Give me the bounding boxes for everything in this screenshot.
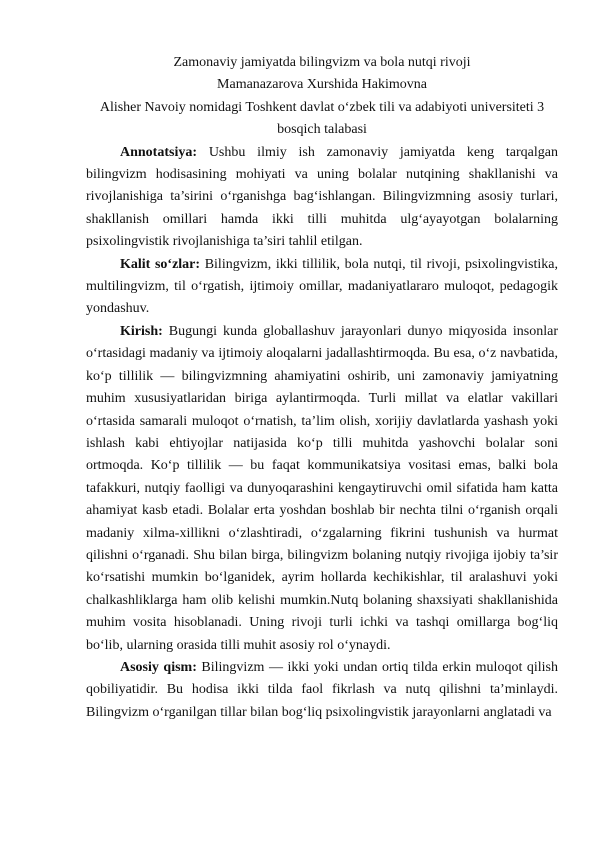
abstract-text: Ushbu ilmiy ish zamonaviy jamiyatda keng tarqalgan bilingvizm hodisasining mohiyati va uning bolalar nutqining shakllanishi va rivojlanishiga ta’sirini o‘rganishga bag‘ishlangan. Bilingvizmning asosiy turlari, shakllanish omillari hamda ikki tilli muhitda ulg‘ayayotgan bolalarning psixolingvistik rivojlanishiga ta’siri tahlil etilgan.: [86, 144, 558, 250]
intro-paragraph: [86, 321, 558, 657]
document-page: [86, 52, 558, 724]
intro-text: Bugungi kunda globallashuv jarayonlari dunyo miqyosida insonlar o‘rtasidagi madaniy va ijtimoiy aloqalarni jadallashtirmoqda. Bu esa, o‘z navbatida, ko‘p tillilik — bilingvizmning ahamiyatini oshirib, uni zamonaviy jamiyatning muhim xususiyatlaridan biriga aylantirmoqda. Turli millat va elatlar vakillari o‘rtasida samarali muloqot o‘rnatish, ta’lim olish, xorijiy davlatlarda yashash yoki ishlash kabi ehtiyojlar natijasida ko‘p tilli muhitda yashovchi bolalar soni ortmoqda. Ko‘p tillilik — bu faqat kommunikatsiya vositasi emas, balki bola tafakkuri, nutqiy faolligi va dunyoqarashini kengaytiruvchi omil sifatida ham katta ahamiyat kasb etadi. Bolalar erta yoshdan boshlab bir nechta tilni o‘rganish orqali madaniy xilma-xillikni o‘zlashtiradi, o‘zgalarning fikrini tushunish va hurmat qilishni o‘rganadi. Shu bilan birga, bilingvizm bolaning nutqiy rivojiga ijobiy ta’sir ko‘rsatishi mumkin bo‘lganidek, ayrim hollarda kechikishlar, til aralashuvi yoki chalkashliklarga ham olib kelishi mumkin.Nutq bolaning shaxsiyati shakllanishida muhim vosita hisoblanadi. Uning rivoji turli ichki va tashqi omillarga bog‘liq bo‘lib, ularning orasida tilli muhit asosiy rol o‘ynaydi.: [86, 323, 558, 653]
main-paragraph: [86, 657, 558, 724]
paper-title: Zamonaviy jamiyatda bilingvizm va bola nutqi rivoji: [173, 55, 471, 70]
author-affiliation: [86, 97, 558, 142]
affiliation-line-2: bosqich talabasi: [277, 122, 367, 138]
affiliation-line-1: Alisher Navoiy nomidagi Toshkent davlat o‘zbek tili va adabiyoti universiteti 3: [99, 99, 545, 115]
keywords-paragraph: [86, 254, 558, 321]
keywords-label: Kalit so‘zlar:: [120, 256, 201, 272]
paper-body: [86, 142, 558, 725]
main-label: Asosiy qism:: [120, 659, 197, 675]
author-name: Mamanazarova Xurshida Hakimovna: [217, 77, 427, 93]
intro-label: Kirish:: [120, 323, 163, 339]
main-text: Bilingvizm — ikki yoki undan ortiq tilda erkin muloqot qilish qobiliyatidir. Bu hodisa ikki tilda faol fikrlash va nutq qilishni ta’minlaydi. Bilingvizm o‘rganilgan tillar bilan bog‘liq psixolingvistik jarayonlarni anglatadi va: [86, 659, 558, 720]
abstract-label: Annotatsiya:: [120, 144, 198, 160]
keywords-text: Bilingvizm, ikki tillilik, bola nutqi, til rivoji, psixolingvistika, multilingvizm, til o‘rgatish, ijtimoiy omillar, madaniyatlararo muloqot, pedagogik yondashuv.: [86, 256, 558, 317]
abstract-paragraph: [86, 142, 558, 254]
paper-header: [86, 52, 558, 142]
